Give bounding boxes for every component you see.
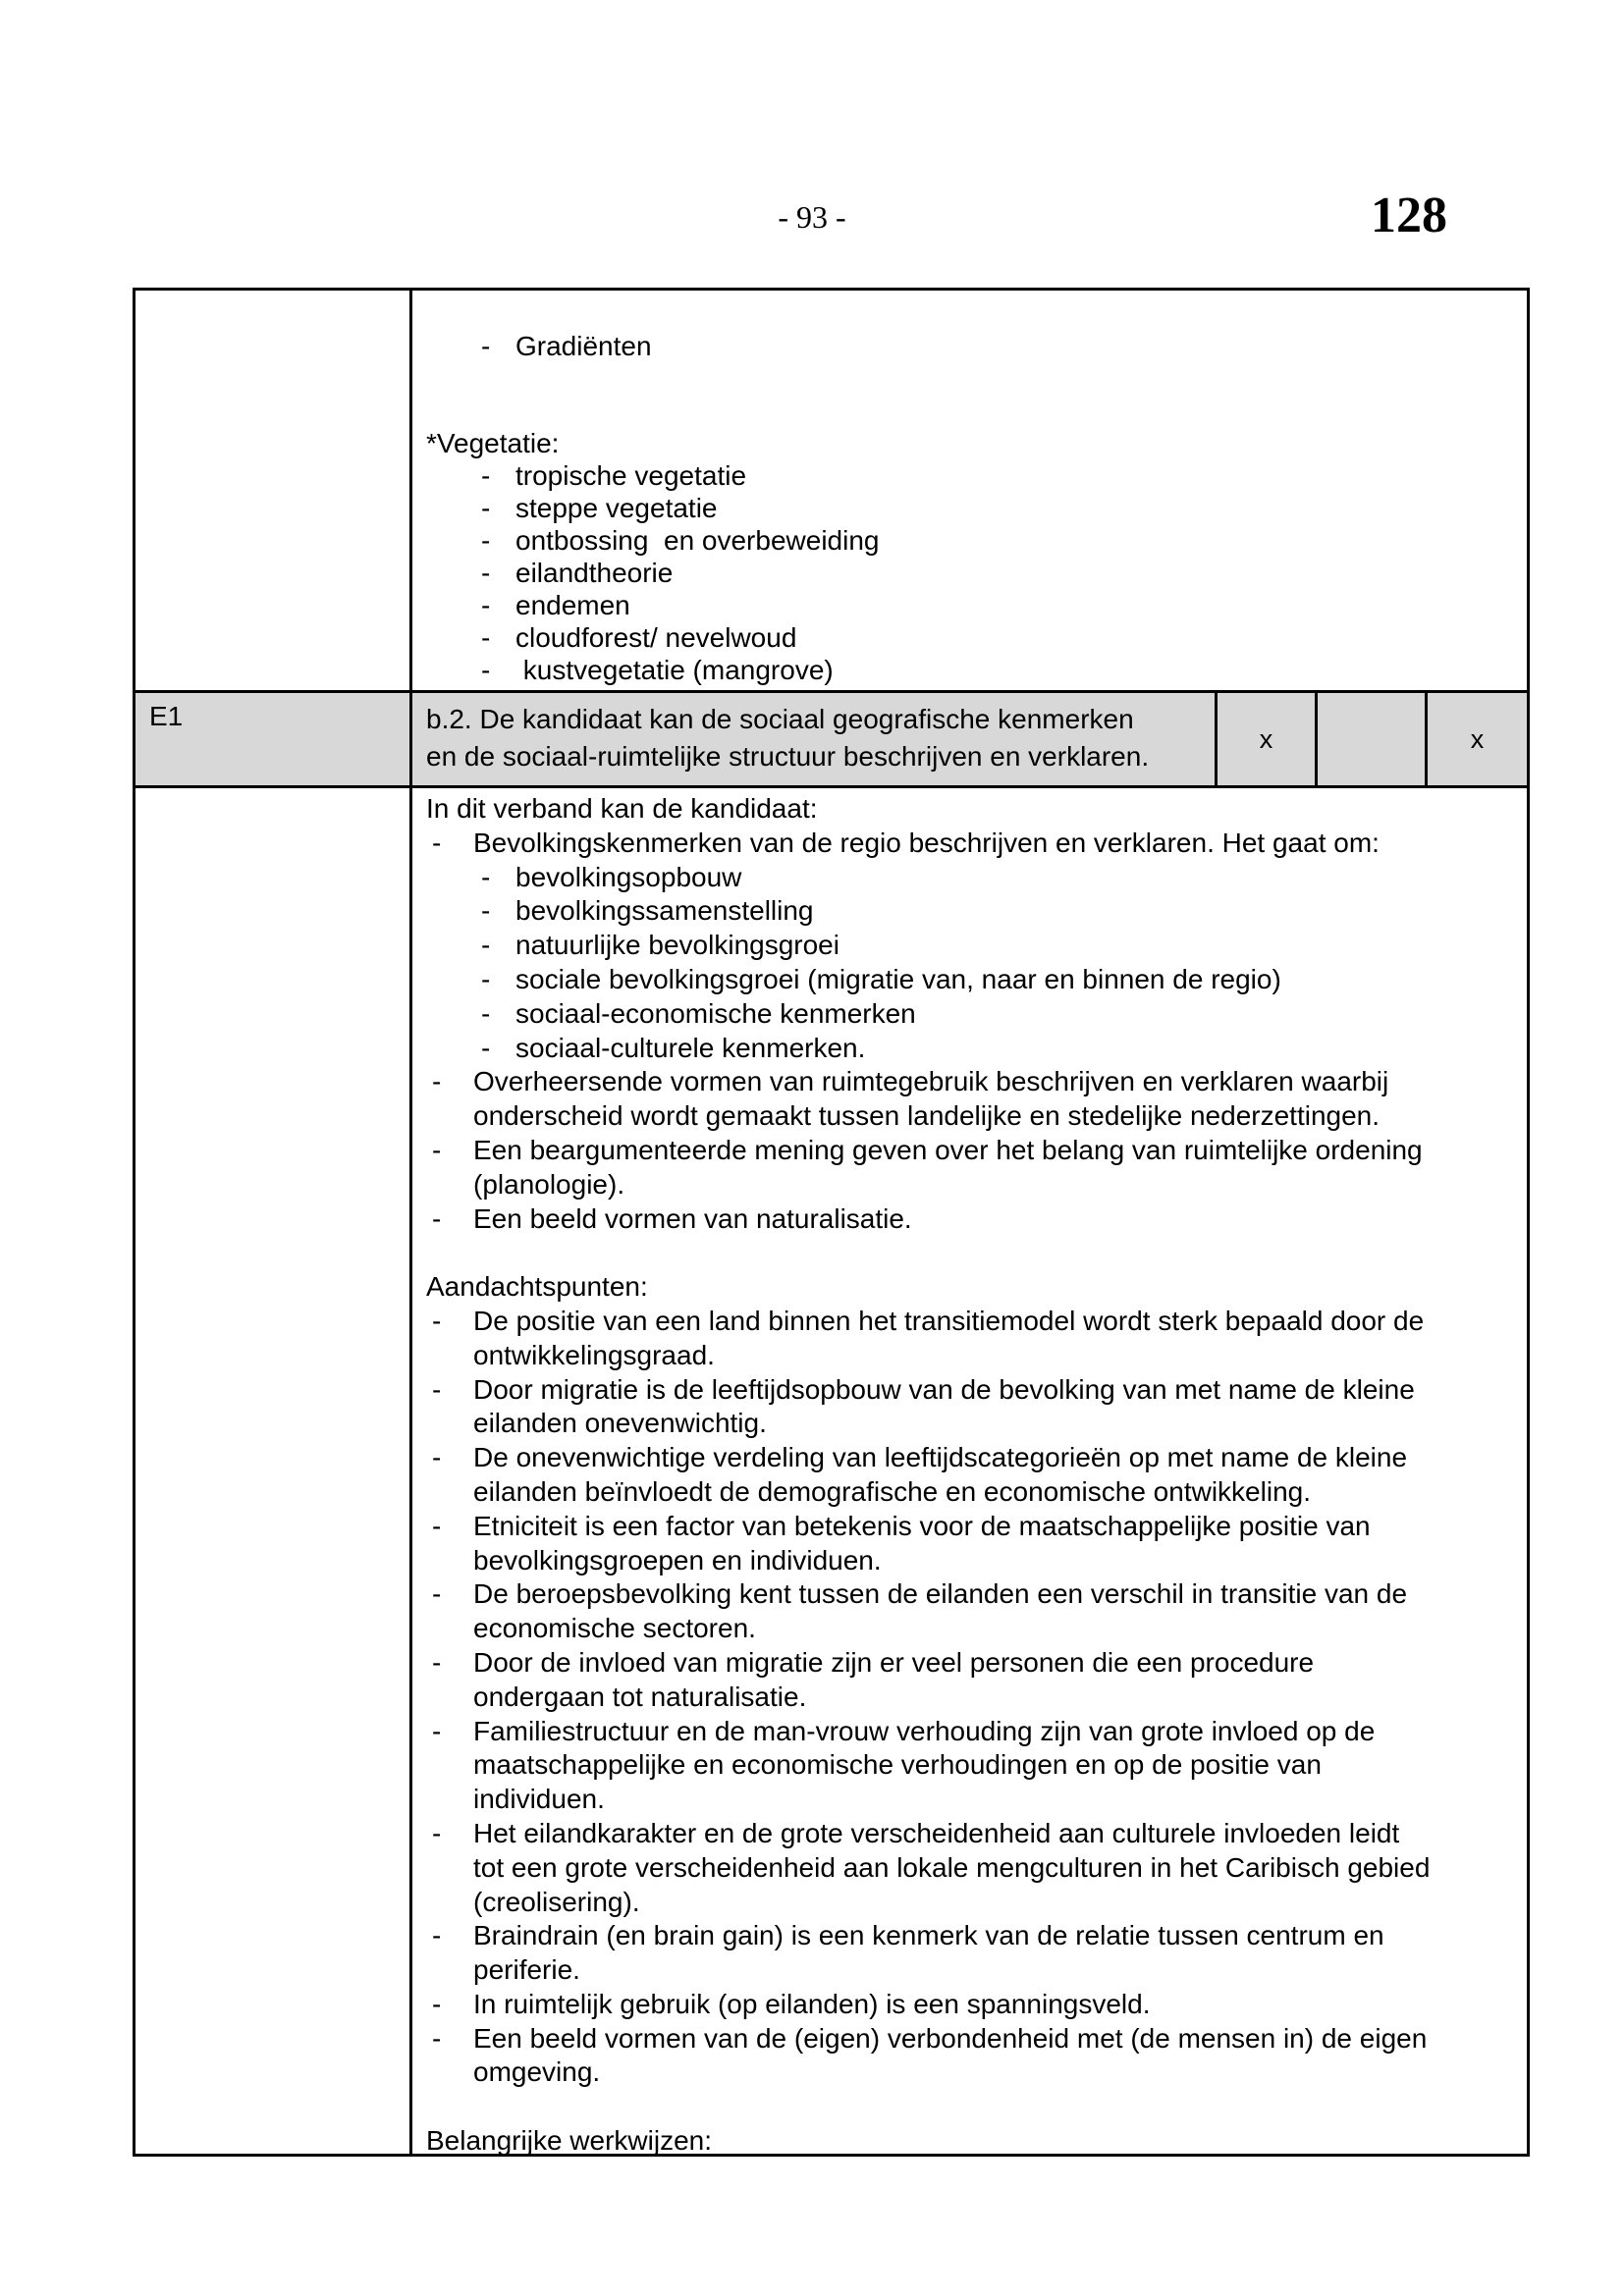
line-text: steppe vegetatie	[515, 493, 718, 523]
content-line	[412, 459, 1527, 492]
line-text: maatschappelijke en economische verhoudingen en op de positie van	[473, 1749, 1322, 1781]
bullet-dash: -	[432, 1578, 442, 1610]
bullet-dash: -	[481, 861, 491, 892]
line-text: De beroepsbevolking kent tussen de eilanden een verschil in transitie van de	[473, 1578, 1408, 1610]
line-text: Bevolkingskenmerken van de regio beschrijven en verklaren. Het gaat om:	[473, 827, 1380, 858]
mark-cell-3: x	[1470, 723, 1485, 754]
content-line	[412, 492, 1527, 524]
content-line	[412, 1715, 1527, 1749]
content-line	[412, 1919, 1527, 1953]
line-text: (creolisering).	[473, 1886, 640, 1917]
content-line	[412, 1748, 1527, 1783]
line-text: De onevenwichtige verdeling van leeftijdscategorieën op met name de kleine	[473, 1442, 1408, 1473]
content-cell-detail	[412, 788, 1527, 2157]
line-text: tot een grote verscheidenheid aan lokale mengculturen in het Caribisch gebied	[473, 1851, 1431, 1883]
line-text: Overheersende vormen van ruimtegebruik beschrijven en verklaren waarbij	[473, 1066, 1389, 1097]
line-text: Een beargumenteerde mening geven over het belang van ruimtelijke ordening	[473, 1134, 1423, 1165]
line-text: Door de invloed van migratie zijn er veel personen die een procedure	[473, 1646, 1315, 1678]
content-line	[412, 1851, 1527, 1886]
content-line	[412, 1475, 1527, 1510]
line-text: Een beeld vormen van naturalisatie.	[473, 1202, 912, 1234]
blank-line	[412, 1236, 1527, 1270]
content-line	[412, 330, 1527, 362]
content-line	[412, 1065, 1527, 1099]
code-cell-detail	[135, 788, 412, 2154]
content-line	[412, 524, 1527, 557]
bullet-dash: -	[432, 1646, 442, 1678]
row-code: E1	[135, 693, 412, 785]
bullet-dash: -	[432, 2022, 442, 2054]
page-number: - 93 -	[778, 199, 846, 235]
line-text: eilandtheorie	[515, 558, 674, 588]
curriculum-table	[133, 288, 1530, 2157]
line-text: sociaal-culturele kenmerken.	[515, 1032, 866, 1063]
content-line	[412, 929, 1527, 963]
line-text: ontwikkelingsgraad.	[473, 1339, 715, 1370]
line-text: *Vegetatie:	[426, 428, 560, 458]
line-text: bevolkingssamenstelling	[515, 895, 814, 927]
line-text: Het eilandkarakter en de grote verscheidenheid aan culturele invloeden leidt	[473, 1817, 1400, 1848]
content-line	[412, 1270, 1527, 1305]
bullet-dash: -	[432, 1988, 442, 2019]
content-line	[412, 557, 1527, 589]
line-text: onderscheid wordt gemaakt tussen landelijke en stedelijke nederzettingen.	[473, 1100, 1380, 1132]
row-description-line: b.2. De kandidaat kan de sociaal geografische kenmerken	[426, 704, 1134, 734]
bullet-dash: -	[481, 558, 491, 588]
line-text: kustvegetatie (mangrove)	[515, 655, 834, 685]
content-line	[412, 963, 1527, 997]
bullet-dash: -	[481, 997, 491, 1029]
line-text: ontbossing en overbeweiding	[515, 525, 880, 556]
line-text: bevolkingsopbouw	[515, 861, 742, 892]
content-line	[412, 1988, 1527, 2022]
line-text: Belangrijke werkwijzen:	[426, 2125, 713, 2157]
line-text: De positie van een land binnen het transitiemodel wordt sterk bepaald door de	[473, 1305, 1425, 1336]
bullet-dash: -	[432, 1134, 442, 1165]
mark-cell-1: x	[1218, 693, 1318, 785]
line-text: Gradiënten	[515, 331, 652, 361]
bullet-dash: -	[481, 930, 491, 961]
line-text: Een beeld vormen van de (eigen) verbondenheid met (de mensen in) de eigen	[473, 2022, 1428, 2054]
line-text: Aandachtspunten:	[426, 1271, 648, 1303]
content-line	[412, 1646, 1527, 1681]
content-line	[412, 1953, 1527, 1988]
corner-page-number: 128	[1371, 187, 1447, 243]
row-description-cell	[412, 693, 1218, 785]
content-line	[412, 1612, 1527, 1646]
line-text: periferie.	[473, 1954, 580, 1986]
bullet-dash: -	[481, 460, 491, 491]
content-line	[412, 2124, 1527, 2159]
table-row-vegetatie	[135, 291, 1527, 693]
content-line	[412, 654, 1527, 686]
bullet-dash: -	[481, 895, 491, 927]
bullet-dash: -	[432, 1442, 442, 1473]
line-text: In dit verband kan de kandidaat:	[426, 793, 818, 824]
line-text: bevolkingsgroepen en individuen.	[473, 1544, 882, 1575]
bullet-dash: -	[481, 493, 491, 523]
content-line	[412, 894, 1527, 929]
content-line	[412, 1510, 1527, 1544]
bullet-dash: -	[481, 525, 491, 556]
content-line	[412, 1305, 1527, 1339]
line-text: omgeving.	[473, 2056, 601, 2088]
line-text: economische sectoren.	[473, 1613, 756, 1644]
line-text: In ruimtelijk gebruik (op eilanden) is een spanningsveld.	[473, 1988, 1151, 2019]
content-line	[412, 1886, 1527, 1920]
line-text: Familiestructuur en de man-vrouw verhouding zijn van grote invloed op de	[473, 1715, 1376, 1746]
bullet-dash: -	[481, 655, 491, 685]
line-text: Braindrain (en brain gain) is een kenmerk van de relatie tussen centrum en	[473, 1920, 1384, 1951]
bullet-dash: -	[481, 1032, 491, 1063]
content-line	[412, 1817, 1527, 1851]
row-description-line: en de sociaal-ruimtelijke structuur beschrijven en verklaren.	[426, 741, 1150, 772]
content-line	[412, 1577, 1527, 1612]
bullet-dash: -	[432, 1305, 442, 1336]
line-text: individuen.	[473, 1784, 605, 1815]
bullet-dash: -	[432, 1373, 442, 1405]
line-text: natuurlijke bevolkingsgroei	[515, 930, 839, 961]
bullet-dash: -	[481, 622, 491, 653]
content-line	[412, 827, 1527, 861]
blank-line	[412, 395, 1527, 427]
line-text: ondergaan tot naturalisatie.	[473, 1681, 807, 1712]
bullet-dash: -	[432, 1715, 442, 1746]
bullet-dash: -	[481, 590, 491, 620]
content-line	[412, 1168, 1527, 1202]
line-text: endemen	[515, 590, 630, 620]
table-row-e1	[135, 693, 1527, 788]
bullet-dash: -	[432, 1920, 442, 1951]
bullet-dash: -	[481, 963, 491, 994]
line-text: (planologie).	[473, 1168, 625, 1200]
bullet-dash: -	[481, 331, 491, 361]
code-cell-vegetatie	[135, 291, 412, 690]
content-line	[412, 861, 1527, 895]
content-line	[412, 1441, 1527, 1475]
bullet-dash: -	[432, 1510, 442, 1541]
line-text: Door migratie is de leeftijdsopbouw van de bevolking van met name de kleine	[473, 1373, 1415, 1405]
line-text: Etniciteit is een factor van betekenis voor de maatschappelijke positie van	[473, 1510, 1371, 1541]
mark-cell-2	[1318, 693, 1428, 785]
content-line	[412, 1681, 1527, 1715]
content-line	[412, 621, 1527, 654]
content-line	[412, 427, 1527, 459]
content-line	[412, 1783, 1527, 1817]
content-line	[412, 1407, 1527, 1441]
bullet-dash: -	[432, 1202, 442, 1234]
bullet-dash: -	[432, 827, 442, 858]
line-text: eilanden beïnvloedt de demografische en economische ontwikkeling.	[473, 1475, 1311, 1507]
content-cell-vegetatie	[412, 291, 1527, 690]
content-line	[412, 997, 1527, 1032]
line-text: cloudforest/ nevelwoud	[515, 622, 797, 653]
line-text: sociaal-economische kenmerken	[515, 997, 916, 1029]
line-text: sociale bevolkingsgroei (migratie van, naar en binnen de regio)	[515, 963, 1281, 994]
content-line	[412, 1032, 1527, 1066]
bullet-dash: -	[432, 1066, 442, 1097]
line-text: tropische vegetatie	[515, 460, 747, 491]
content-line	[412, 2056, 1527, 2090]
content-line	[412, 2022, 1527, 2056]
content-line	[412, 1544, 1527, 1578]
blank-line	[412, 2090, 1527, 2124]
content-line	[412, 1202, 1527, 1237]
content-line	[412, 1339, 1527, 1373]
blank-line	[412, 362, 1527, 395]
content-line	[412, 792, 1527, 827]
content-line	[412, 1099, 1527, 1134]
line-text: eilanden onevenwichtig.	[473, 1408, 767, 1439]
bullet-dash: -	[432, 1817, 442, 1848]
table-row-detail	[135, 788, 1527, 2157]
content-line	[412, 1134, 1527, 1168]
content-line	[412, 1373, 1527, 1408]
content-line	[412, 589, 1527, 621]
